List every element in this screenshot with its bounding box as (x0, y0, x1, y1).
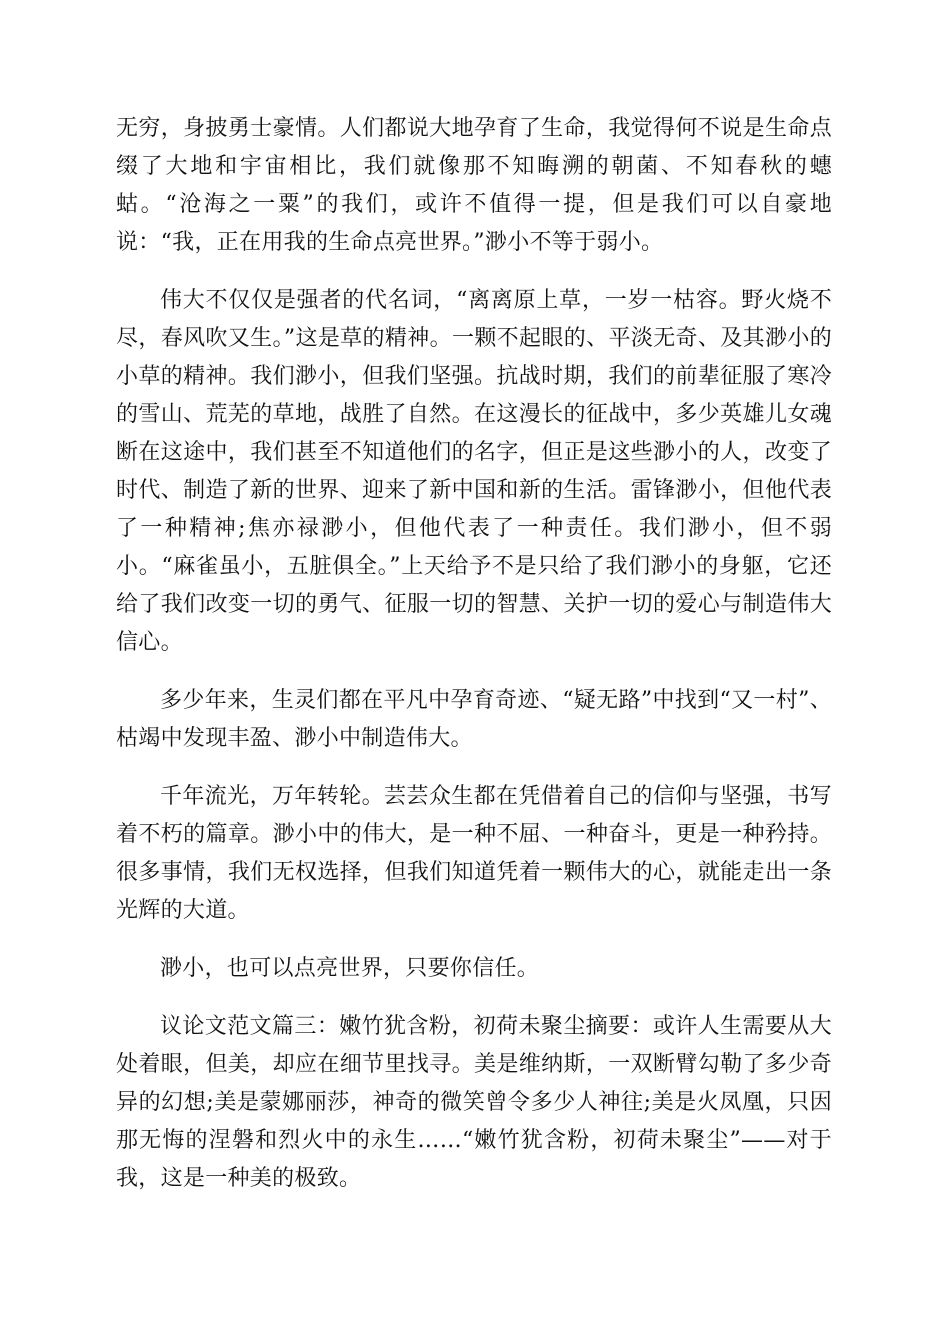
paragraph-continuation: 无穷，身披勇士豪情。人们都说大地孕育了生命，我觉得何不说是生命点缀了大地和宇宙相比，我们就像那不知晦溯的朝菌、不知春秋的蟪蛄。“沧海之一粟”的我们，或许不值得一提，但是我们可以自豪地说：“我，正在用我的生命点亮世界。”渺小不等于弱小。 (116, 116, 832, 255)
paragraph-millennia: 千年流光，万年转轮。芸芸众生都在凭借着自己的信仰与坚强，书写着不朽的篇章。渺小中的伟大，是一种不屈、一种奋斗，更是一种矜持。很多事情，我们无权选择，但我们知道凭着一颗伟大的心，就能走出一条光辉的大道。 (116, 784, 832, 923)
paragraph-miracles: 多少年来，生灵们都在平凡中孕育奇迹、“疑无路”中找到“又一村”、枯竭中发现丰盈、渺小中制造伟大。 (116, 688, 832, 751)
paragraph-conclusion: 渺小，也可以点亮世界，只要你信任。 (160, 956, 540, 981)
paragraph-essay-three: 议论文范文篇三：嫩竹犹含粉，初荷未聚尘摘要：或许人生需要从大处着眼，但美，却应在细节里找寻。美是维纳斯，一双断臂勾勒了多少奇异的幻想;美是蒙娜丽莎，神奇的微笑曾令多少人神往;美是火凤凰，只因那无悔的涅磐和烈火中的永生……“嫩竹犹含粉，初荷未聚尘”——对于我，这是一种美的极致。 (116, 1014, 832, 1191)
paragraph-greatness: 伟大不仅仅是强者的代名词，“离离原上草，一岁一枯容。野火烧不尽，春风吹又生。”这是草的精神。一颗不起眼的、平淡无奇、及其渺小的小草的精神。我们渺小，但我们坚强。抗战时期，我们的前辈征服了寒冷的雪山、荒芜的草地，战胜了自然。在这漫长的征战中，多少英雄儿女魂断在这途中，我们甚至不知道他们的名字，但正是这些渺小的人，改变了时代、制造了新的世界、迎来了新中国和新的生活。雷锋渺小，但他代表了一种精神;焦亦禄渺小，但他代表了一种责任。我们渺小，但不弱小。“麻雀虽小，五脏俱全。”上天给予不是只给了我们渺小的身躯，它还给了我们改变一切的勇气、征服一切的智慧、关护一切的爱心与制造伟大信心。 (116, 288, 832, 655)
document-body (116, 110, 832, 1218)
